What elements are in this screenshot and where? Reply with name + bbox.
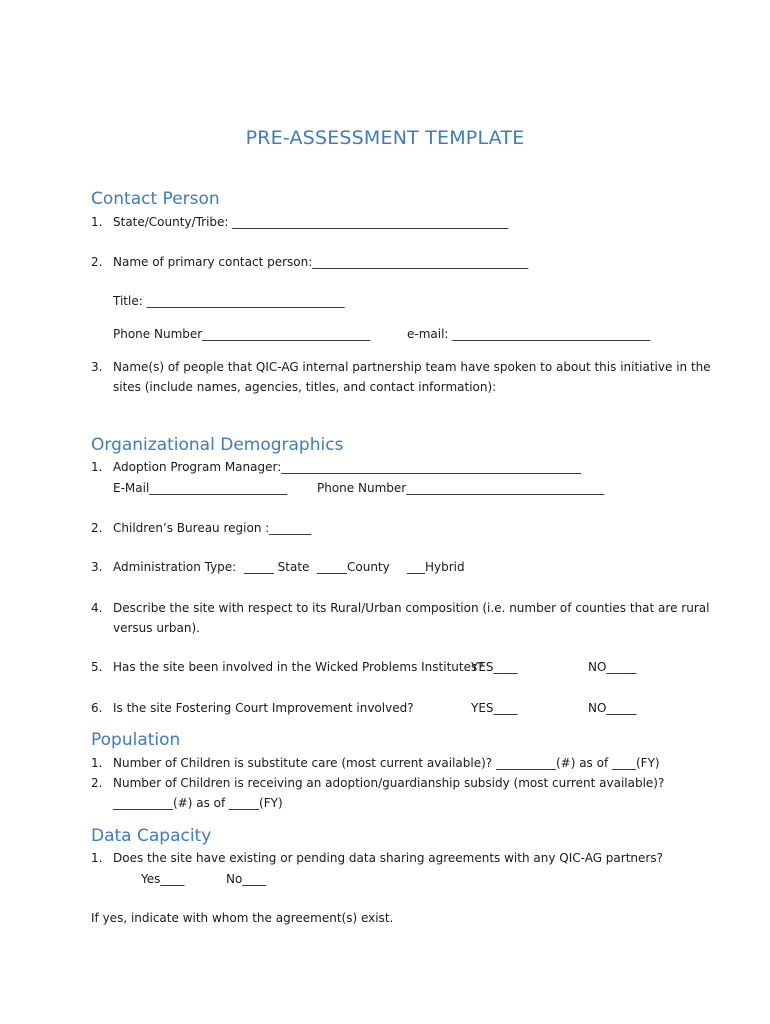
item-number: 1. bbox=[91, 851, 103, 865]
wicked-problems-yes: YES____ bbox=[471, 660, 518, 674]
item-number: 2. bbox=[91, 776, 103, 790]
item-number: 4. bbox=[91, 601, 103, 615]
item-number: 3. bbox=[91, 360, 103, 374]
email-field: e-mail: _________________________________ bbox=[407, 327, 651, 341]
fostering-court-question: Is the site Fostering Court Improvement involved? bbox=[113, 701, 414, 715]
document-title: PRE-ASSESSMENT TEMPLATE bbox=[245, 127, 525, 149]
administration-type-county: _____County bbox=[317, 560, 390, 574]
wicked-problems-no: NO_____ bbox=[588, 660, 637, 674]
wicked-problems-question: Has the site been involved in the Wicked Problems Institutes? bbox=[113, 660, 484, 674]
manager-email-field: E-Mail_______________________ bbox=[113, 481, 288, 495]
section-heading-data-capacity: Data Capacity bbox=[91, 826, 212, 846]
fostering-court-yes: YES____ bbox=[471, 701, 518, 715]
rural-urban-question-continued: versus urban). bbox=[113, 621, 200, 635]
rural-urban-question: Describe the site with respect to its Rural/Urban composition (i.e. number of counties that are rural bbox=[113, 601, 710, 615]
primary-contact-field: Name of primary contact person:____________________________________ bbox=[113, 255, 529, 269]
administration-type-hybrid: ___Hybrid bbox=[407, 560, 465, 574]
subsidy-question: Number of Children is receiving an adoption/guardianship subsidy (most current available)? bbox=[113, 776, 665, 790]
data-sharing-yes: Yes____ bbox=[141, 872, 185, 886]
fostering-court-no: NO_____ bbox=[588, 701, 637, 715]
data-sharing-no: No____ bbox=[226, 872, 267, 886]
state-county-tribe-field: State/County/Tribe: ______________________________________________ bbox=[113, 215, 509, 229]
phone-number-field: Phone Number____________________________ bbox=[113, 327, 371, 341]
manager-phone-field: Phone Number_________________________________ bbox=[317, 481, 605, 495]
administration-type-state: Administration Type: _____ State bbox=[113, 560, 310, 574]
data-sharing-question: Does the site have existing or pending data sharing agreements with any QIC-AG partners? bbox=[113, 851, 663, 865]
item-number: 6. bbox=[91, 701, 103, 715]
item-number: 5. bbox=[91, 660, 103, 674]
substitute-care-question: Number of Children is substitute care (most current available)? __________(#) as of ____(FY) bbox=[113, 756, 660, 770]
item-number: 2. bbox=[91, 521, 103, 535]
partnership-question: Name(s) of people that QIC-AG internal partnership team have spoken to about this initiative in the bbox=[113, 360, 711, 374]
agreement-followup: If yes, indicate with whom the agreement(s) exist. bbox=[91, 911, 394, 925]
item-number: 3. bbox=[91, 560, 103, 574]
section-heading-population: Population bbox=[91, 730, 181, 750]
item-number: 1. bbox=[91, 756, 103, 770]
subsidy-question-blanks: __________(#) as of _____(FY) bbox=[113, 796, 283, 810]
section-heading-contact-person: Contact Person bbox=[91, 189, 220, 209]
title-field: Title: _________________________________ bbox=[113, 294, 345, 308]
childrens-bureau-region-field: Children’s Bureau region :_______ bbox=[113, 521, 312, 535]
item-number: 2. bbox=[91, 255, 103, 269]
item-number: 1. bbox=[91, 215, 103, 229]
section-heading-organizational-demographics: Organizational Demographics bbox=[91, 435, 344, 455]
item-number: 1. bbox=[91, 460, 103, 474]
adoption-program-manager-field: Adoption Program Manager:__________________________________________________ bbox=[113, 460, 582, 474]
partnership-question-continued: sites (include names, agencies, titles, and contact information): bbox=[113, 380, 497, 394]
